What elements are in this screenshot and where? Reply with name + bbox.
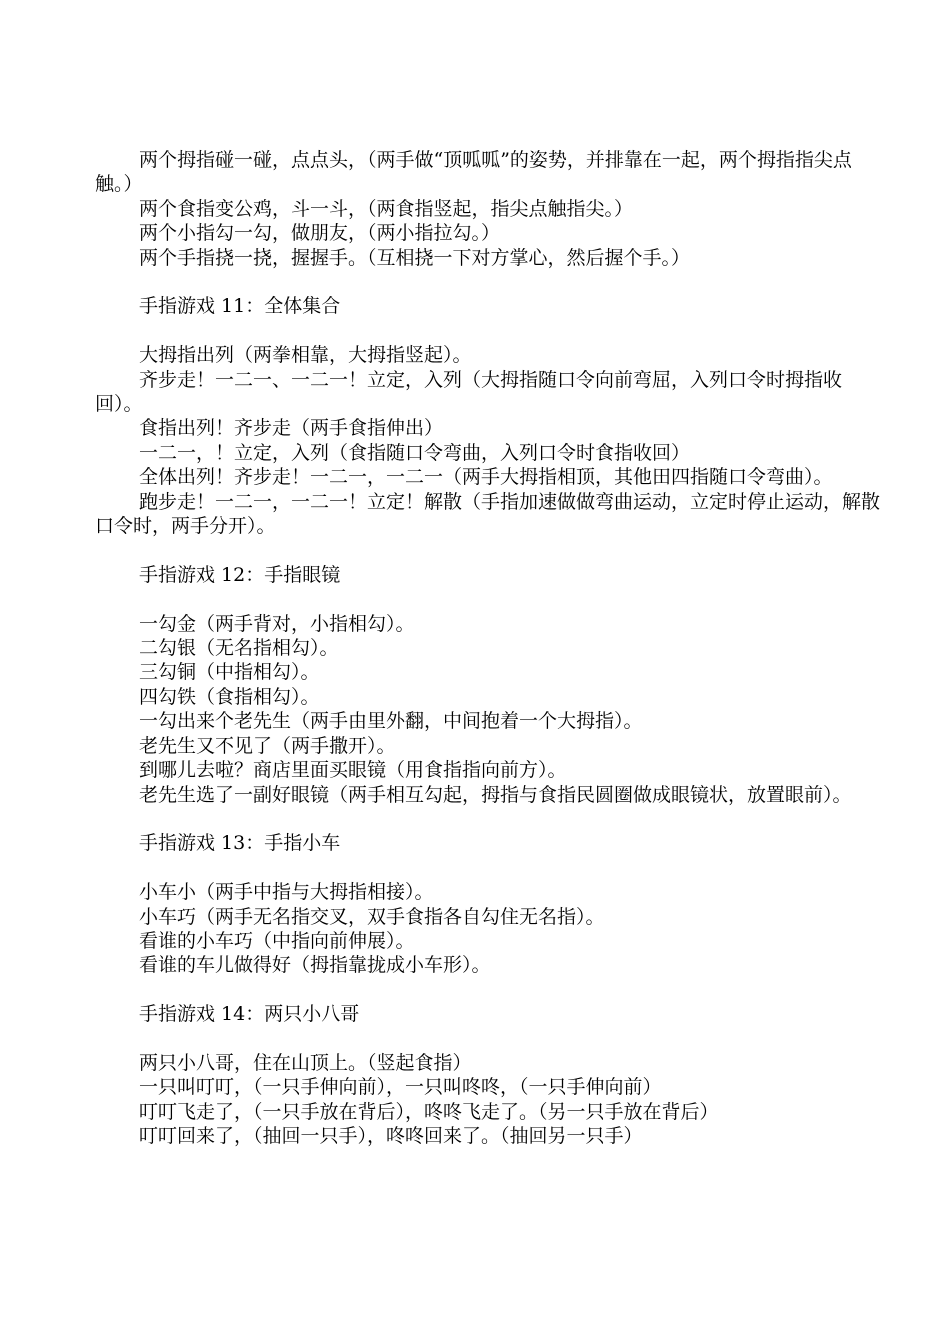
text-line: 大拇指出列（两拳相靠，大拇指竖起）。 <box>139 344 472 367</box>
document-page <box>95 148 885 1149</box>
text-line: 老先生选了一副好眼镜（两手相互勾起，拇指与食指民圆圈做成眼镜状，放置眼前）。 <box>139 783 852 806</box>
section-heading: 手指游戏 14：两只小八哥 <box>139 1003 360 1026</box>
text-line: 二勾银（无名指相勾）。 <box>139 637 339 660</box>
text-line: 四勾铁（食指相勾）。 <box>139 685 320 708</box>
text-line: 看谁的小车巧（中指向前伸展）。 <box>139 929 415 952</box>
paragraph-spacer <box>95 856 885 880</box>
text-line: 一只叫叮叮，（一只手伸向前），一只叫咚咚，（一只手伸向前） <box>139 1076 662 1099</box>
text-line: 跑步走！一二一，一二一！立定！解散（手指加速做做弯曲运动，立定时停止运动，解散口令时，两手分开）。 <box>95 490 881 538</box>
text-line: 叮叮飞走了，（一只手放在背后），咚咚飞走了。（另一只手放在背后） <box>139 1100 719 1123</box>
text-line: 看谁的车儿做得好（拇指靠拢成小车形）。 <box>139 954 491 977</box>
paragraph-spacer <box>95 270 885 294</box>
section-heading: 手指游戏 11：全体集合 <box>139 295 341 318</box>
paragraph-spacer <box>95 807 885 831</box>
text-line: 两个拇指碰一碰，点点头，（两手做“顶呱呱”的姿势，并排靠在一起，两个拇指指尖点触。） <box>95 149 852 196</box>
paragraph-spacer <box>95 978 885 1002</box>
text-line: 小车小（两手中指与大拇指相接）。 <box>139 881 434 904</box>
text-line: 两个手指挠一挠，握握手。（互相挠一下对方掌心，然后握个手。） <box>139 246 691 269</box>
text-line: 两个食指变公鸡，斗一斗，（两食指竖起，指尖点触指尖。） <box>139 197 634 220</box>
text-line: 叮叮回来了，（抽回一只手），咚咚回来了。（抽回另一只手） <box>139 1125 643 1148</box>
text-line: 老先生又不见了（两手撒开）。 <box>139 734 396 757</box>
text-line: 到哪儿去啦？商店里面买眼镜（用食指指向前方）。 <box>139 759 567 782</box>
paragraph-spacer <box>95 538 885 562</box>
text-line: 全体出列！齐步走！一二一，一二一（两手大拇指相顶，其他田四指随口令弯曲）。 <box>139 466 833 489</box>
text-line: 一勾金（两手背对，小指相勾）。 <box>139 612 415 635</box>
paragraph-spacer <box>95 587 885 611</box>
text-line: 三勾铜（中指相勾）。 <box>139 661 320 684</box>
paragraph-spacer <box>95 1027 885 1051</box>
text-line: 一勾出来个老先生（两手由里外翻，中间抱着一个大拇指）。 <box>139 710 643 733</box>
section-heading: 手指游戏 12：手指眼镜 <box>139 563 341 586</box>
text-line: 小车巧（两手无名指交叉，双手食指各自勾住无名指）。 <box>139 905 605 928</box>
text-line: 一二一，！立定，入列（食指随口令弯曲，入列口令时食指收回） <box>139 441 691 464</box>
text-line: 两个小指勾一勾，做朋友，（两小指拉勾。） <box>139 222 501 245</box>
text-line: 两只小八哥，住在山顶上。（竖起食指） <box>139 1051 472 1074</box>
text-line: 食指出列！齐步走（两手食指伸出） <box>139 417 444 440</box>
text-line: 齐步走！一二一、一二一！立定，入列（大拇指随口令向前弯屈，入列口令时拇指收回）。 <box>95 368 843 416</box>
section-heading: 手指游戏 13：手指小车 <box>139 832 341 855</box>
paragraph-spacer <box>95 319 885 343</box>
